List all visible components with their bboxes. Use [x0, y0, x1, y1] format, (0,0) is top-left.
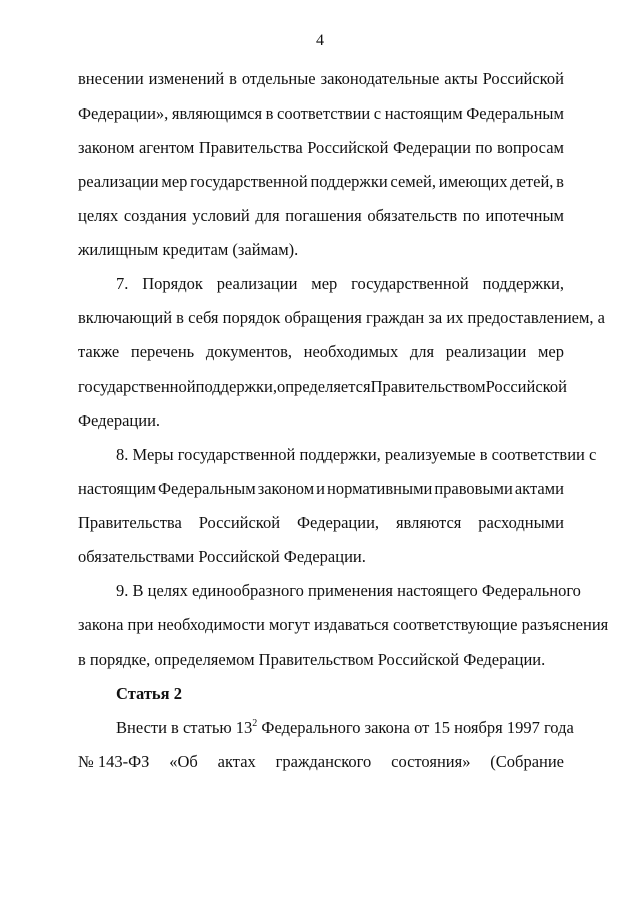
word: с — [373, 104, 382, 123]
word: акты — [444, 69, 478, 88]
word: имеющих — [438, 172, 508, 191]
word: правовыми — [434, 479, 513, 498]
word: нормативными — [327, 479, 433, 498]
word: Российской — [198, 513, 281, 532]
text-line: Федерации. — [78, 411, 161, 430]
word: Правительства — [198, 138, 303, 157]
text-line: 8. Меры государственной поддержки, реализуемые в соответствии с — [116, 445, 597, 464]
word: являющимся — [171, 104, 263, 123]
word: документов, — [205, 342, 293, 361]
text-line: в порядке, определяемом Правительством Российской Федерации. — [78, 650, 546, 669]
word: соответствии — [277, 104, 371, 123]
word: в — [229, 69, 237, 88]
text-fragment: Федерального закона от 15 ноября 1997 года — [257, 718, 574, 737]
word: Федеральным — [157, 479, 256, 498]
word: гражданского — [275, 752, 372, 771]
word: № 143-ФЗ — [78, 752, 150, 771]
word: актах — [217, 752, 256, 771]
word: реализации — [216, 274, 298, 293]
word: Порядок — [142, 274, 203, 293]
word: в — [265, 104, 274, 123]
superscript: 2 — [252, 717, 258, 729]
word: поддержки — [310, 172, 388, 191]
word: «Об — [169, 752, 198, 771]
word: мер — [311, 274, 338, 293]
word: в — [556, 172, 564, 191]
word: внесении — [78, 69, 144, 88]
word: создания — [123, 206, 187, 225]
text-line — [116, 717, 574, 738]
word: ипотечным — [485, 206, 564, 225]
word: являются — [395, 513, 462, 532]
text-line — [78, 138, 564, 158]
text-line — [78, 377, 567, 397]
word: для — [409, 342, 435, 361]
text-line: включающий в себя порядок обращения граждан за их предоставлением, а — [78, 308, 605, 327]
word: государственной — [78, 377, 196, 396]
text-line: жилищным кредитам (займам). — [78, 240, 299, 259]
word: 7. — [116, 274, 129, 293]
word: вопросам — [497, 138, 564, 157]
word: настоящим — [78, 479, 156, 498]
word: законодательные — [320, 69, 440, 88]
word: Российской — [482, 69, 564, 88]
word: для — [255, 206, 280, 225]
word: Российской — [307, 138, 389, 157]
text-line — [78, 342, 564, 362]
text-line — [78, 752, 564, 772]
article-heading: Статья 2 — [116, 684, 182, 703]
word: отдельные — [241, 69, 316, 88]
text-line — [78, 69, 564, 89]
word: погашения — [285, 206, 362, 225]
text-line — [116, 274, 564, 294]
word: Правительства — [78, 513, 182, 532]
word: государственной — [351, 274, 469, 293]
word: и — [316, 479, 326, 498]
word: состояния» — [391, 752, 471, 771]
text-line — [78, 206, 564, 226]
word: мер — [161, 172, 188, 191]
word: расходными — [478, 513, 564, 532]
text-line — [78, 172, 564, 192]
word: также — [78, 342, 120, 361]
word: Федерации», — [78, 104, 169, 123]
text-line: закона при необходимости могут издаваться соответствующие разъяснения — [78, 615, 609, 634]
word: законом — [257, 479, 315, 498]
page-number: 4 — [316, 32, 324, 49]
word: Российской — [485, 377, 567, 396]
word: агентом — [138, 138, 195, 157]
word: актами — [514, 479, 564, 498]
word: целях — [78, 206, 119, 225]
word: реализации — [445, 342, 527, 361]
text-line — [78, 104, 564, 124]
word: семей, — [390, 172, 436, 191]
word: обязательств — [367, 206, 458, 225]
text-line — [78, 479, 564, 499]
word: перечень — [130, 342, 195, 361]
word: государственной — [190, 172, 308, 191]
text-line — [78, 513, 564, 533]
word: Федерации, — [296, 513, 380, 532]
word: реализации — [78, 172, 159, 191]
word: законом — [78, 138, 135, 157]
text-line: 9. В целях единообразного применения настоящего Федерального — [116, 581, 581, 600]
word: поддержки, — [195, 377, 277, 396]
text-line: обязательствами Российской Федерации. — [78, 547, 366, 566]
word: по — [475, 138, 493, 157]
word: Федеральным — [466, 104, 564, 123]
text-fragment: Внести в статью 13 — [116, 718, 253, 737]
word: поддержки, — [482, 274, 564, 293]
word: Правительством — [370, 377, 486, 396]
word: детей, — [510, 172, 554, 191]
word: мер — [537, 342, 564, 361]
word: определяется — [276, 377, 371, 396]
word: условий — [192, 206, 250, 225]
word: по — [462, 206, 480, 225]
word: Федерации — [393, 138, 471, 157]
word: необходимых — [303, 342, 399, 361]
word: настоящим — [384, 104, 463, 123]
word: изменений — [148, 69, 225, 88]
word: (Собрание — [490, 752, 564, 771]
